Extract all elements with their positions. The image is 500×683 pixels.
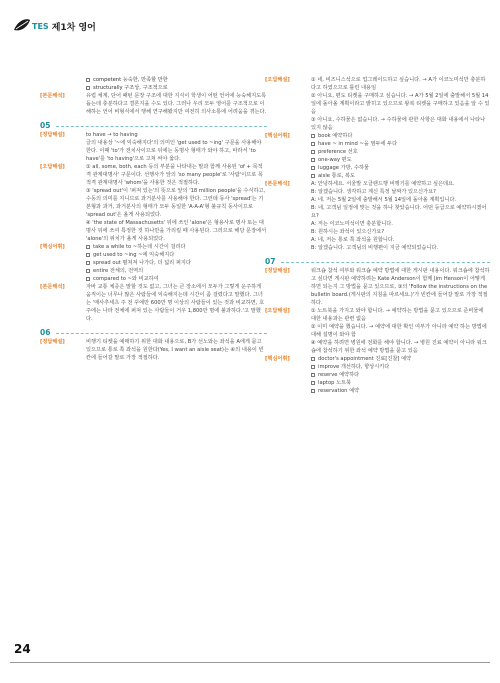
checkbox-icon xyxy=(311,134,315,138)
left-column xyxy=(40,76,267,362)
wrong-item: ① all, some, both, each 등의 부분을 나타내는 말과 함께 사용된 'of + 목적격 관계대명사' 구문이다. 선행사가 앞의 'so many people'로 '사람'이므로 목적격 관계대명사 'whom'을 사용한 것은 적절하다. xyxy=(86,164,263,186)
section-tag: [핵심어휘] xyxy=(265,133,290,139)
vocab-block xyxy=(40,243,267,283)
vocab-item: get used to ~ing ~에 익숙해지다 xyxy=(86,251,267,259)
section-tag: [오답해설] xyxy=(40,164,65,170)
page-number: 24 xyxy=(14,642,31,656)
section-tag: [정답해설] xyxy=(265,268,290,274)
wrong-item: ① 네, 비즈니스석으로 업그레이드하고 싶습니다. → A가 이코노미석만 충분하다고 하였으므로 틀린 내용임 xyxy=(311,77,486,91)
vocab-item: laptop 노트북 xyxy=(311,379,490,387)
checkbox-icon xyxy=(311,381,315,385)
section-tag: [본문해석] xyxy=(40,284,65,290)
vocab-item: preference 선호 xyxy=(311,148,490,156)
vocab-item: book 예약하다 xyxy=(311,132,490,140)
checkbox-icon xyxy=(86,253,90,257)
question-number: 07 xyxy=(265,257,276,266)
checkbox-icon xyxy=(311,142,315,146)
header-chapter-prefix: TES xyxy=(32,21,49,31)
footer-divider xyxy=(10,662,490,663)
wrong-item: ③ 'spread out'이 '퍼져 있는'의 뜻으로 앞의 '18 million people'을 수식하고, 수동의 의미를 지니므로 과거분사를 사용해야 한다. 그런데 동사 'spread'는 기본형과 과거, 과거분사의 형태가 모두 동일한 'A-A-A'형 불규칙 동사이므로 'spread out'은 올게 사용되었다. xyxy=(86,188,266,218)
checkbox-icon xyxy=(311,365,315,369)
vocab-item: one-way 편도 xyxy=(311,156,490,164)
vocab-item: compared to ~와 비교하여 xyxy=(86,275,267,283)
divider xyxy=(56,126,267,127)
wrong-item: ② 아니요, 편도 티켓을 구매하고 싶습니다. → A가 5월 2일에 출발해서 5월 14일에 돌아올 계획이라고 밝히고 있으므로 왕복 티켓을 구매하고 있음을 알 수 있음 xyxy=(311,93,490,115)
checkbox-icon xyxy=(311,174,315,178)
question-number: 05 xyxy=(40,121,51,130)
translation-block: [본문해석] 자바 교통 체증은 말할 것도 없고, 그녀는 큰 장소에서 모두가 그렇게 운주하게 움직이는 너무나 많은 사람들에 익숙해지는데 시간이 좀 걸렸다고 말했다. 그녀는 '매사추세츠 주 전 꾸에만 600만 명 이상의 사람들이 있는 것과 비교하면, 호주에는 나라 전체에 퍼져 있는 사람들이 거우 1,800만 명에 불과하다.'고 말했다. xyxy=(40,284,265,322)
answer-block: [정답해설] to have → to having 글의 내용상 '~에 익숙해지다'의 의미인 'get used to ~ing' 구문을 사용해야 한다. 이때 'to'가 전치사이므로 뒤에는 동명사 형태가 와야 하고, 따라서 'to have'를 'to having'으로 고쳐 써야 옳다. xyxy=(40,132,262,162)
dialogue-line: A: 네, 저는 통로 쪽 좌석을 원합니다. xyxy=(311,237,395,243)
vocab-item: spread out 펼쳐져 나가다, 더 넓리 퍼지다 xyxy=(86,259,267,267)
dialogue-line: A: 안녕하세요. 서울발 오클랜드행 비행기를 예약하고 싶은데요. xyxy=(311,181,455,187)
checkbox-icon xyxy=(311,166,315,170)
vocab-item: reserve 예약하다 xyxy=(311,371,490,379)
vocab-item: structurally 구조상, 구조적으로 xyxy=(86,84,267,92)
leaf-logo-icon xyxy=(12,16,32,36)
checkbox-icon xyxy=(86,245,90,249)
question-number: 06 xyxy=(40,328,51,337)
wrong-item: ④ 예약을 하려면 병원에 전화를 해야 합니다. → 병원 진료 예약이 아니라 워크숍에 참석하기 위한 좌석 예약 방법을 묻고 있음 xyxy=(311,340,487,354)
checkbox-icon xyxy=(86,86,90,90)
vocab-item: improve 개선하다, 향상시키다 xyxy=(311,363,490,371)
checkbox-icon xyxy=(86,277,90,281)
wrong-answer-block xyxy=(265,307,490,355)
vocab-item: luggage 가방, 수하물 xyxy=(311,164,490,172)
wrong-item: ② 이미 예약을 했습니다. → 예약에 대한 확인 여부가 아니라 예약 하는 방법에 대해 설명이 와야 함 xyxy=(311,324,487,338)
section-tag: [핵심어휘] xyxy=(265,356,290,362)
divider xyxy=(281,262,490,263)
question-header-06 xyxy=(40,329,267,337)
checkbox-icon xyxy=(311,150,315,154)
checkbox-icon xyxy=(86,78,90,82)
question-header-07 xyxy=(265,258,490,266)
right-column xyxy=(265,76,490,395)
wrong-item: ③ 아니요, 수하물은 없습니다. → 수하물에 관한 사항은 대화 내용에서 나타나 있지 않음 xyxy=(311,117,486,131)
vocab-item: competent 능숙한, 만족할 만한 xyxy=(86,76,267,84)
dialogue-line: A: 네. 저는 5월 2일에 출발해서 5월 14일에 돌아올 계획입니다. xyxy=(311,197,457,203)
dialogue-line: B: 원하시는 좌석이 있으신가요? xyxy=(311,229,385,235)
section-tag: [본문해석] xyxy=(40,93,65,99)
translation-block: [본문해석] 유럽 체계, 단어 패턴 문장 구조에 대한 지식이 학생이 어떤 언어에 능숙해지도록 돕는데 충분하다고 결론지을 수도 있다. 그러나 우리 모두 영어를 구조적으로 이해하는 언어 비형식에서 행해 연구해봤지만 여전히 의사소통에 어려움을 겪는다. xyxy=(40,93,267,115)
checkbox-icon xyxy=(86,269,90,273)
vocab-block xyxy=(265,355,490,395)
page-header xyxy=(12,16,96,36)
section-tag: [본문해석] xyxy=(265,181,290,187)
dialogue-line: A: 저는 이코노미석이면 충분합니다. xyxy=(311,221,393,227)
answer-block: [정답해설] 비행기 티켓을 예매하기 위한 대화 내용으로, B가 선노와는 좌석을 A에게 묻고 있으므로 통로 쪽 좌석을 원한다(Yes, I want an aisle seat)는 ④의 내용이 빈칸에 들어갈 말로 가장 적절하다. xyxy=(40,339,264,361)
vocab-item: entire 전체의, 전역의 xyxy=(86,267,267,275)
translation-block xyxy=(265,180,490,252)
checkbox-icon xyxy=(311,357,315,361)
wrong-item: ① 노트북을 가지고 와야 합니다. → 예약하는 방법을 묻고 있으므로 준비물에 대한 내용과는 관련 없음 xyxy=(311,308,484,322)
section-tag: [정답해설] xyxy=(40,339,65,345)
dialogue-line: B: 네, 고객님 일정에 맞는 것을 하나 찾았습니다. 어떤 등급으로 예약하시겠어요? xyxy=(311,205,487,219)
vocab-item: take a while to ~하는데 시간이 걸리다 xyxy=(86,243,267,251)
divider xyxy=(56,333,267,334)
section-tag: [오답해설] xyxy=(265,308,290,314)
checkbox-icon xyxy=(311,373,315,377)
section-tag: [정답해설] xyxy=(40,132,65,138)
dialogue-line: B: 알겠습니다. 생각하고 계신 특정 날짜가 있으신가요? xyxy=(311,189,436,195)
section-tag: [오답해설] xyxy=(265,77,290,83)
checkbox-icon xyxy=(311,389,315,393)
vocab-item: doctor's appointment 진료[진찰] 예약 xyxy=(311,355,490,363)
checkbox-icon xyxy=(86,261,90,265)
vocab-item: reservation 예약 xyxy=(311,387,490,395)
vocab-block xyxy=(265,132,490,180)
header-title: 제1차 영어 xyxy=(51,22,96,33)
dialogue-line: B: 알겠습니다. 고객님의 비행편이 지금 예약되었습니다. xyxy=(311,245,439,251)
wrong-answer-block xyxy=(265,76,490,132)
wrong-answer-block xyxy=(40,163,267,243)
answer-block: [정답해설] 워크숍 참석 여부와 워크숍 예약 방법에 대한 게시판 내용이다. 워크숍에 참석하고 싶다면 게시판 예약하려는 Kate Anderson이 함께 Jim Henson이 어떻게 하면 되는지 그 방법을 묻고 있으므로, ③의 'Follow the instructions on the bulletin board.(게시판의 지침을 따르세요.)'가 빈칸에 들어갈 말로 가장 적절하다. xyxy=(265,268,490,306)
vocab-item: have ~ in mind ~을 염두에 두다 xyxy=(311,140,490,148)
checkbox-icon xyxy=(311,158,315,162)
wrong-item: ④ 'the state of Massachusetts' 뒤에 쓰인 'alone'은 형용사로 명사 또는 대명사 뒤에 쓰여 특정한 것 하나만을 가리킬 때 사용된다. 그러므로 해당 문장에서 'alone'의 위치가 올게 사용되었다. xyxy=(86,220,267,242)
vocab-item: aisle 통로, 복도 xyxy=(311,172,490,180)
question-header-05 xyxy=(40,122,267,130)
section-tag: [핵심어휘] xyxy=(40,244,65,250)
